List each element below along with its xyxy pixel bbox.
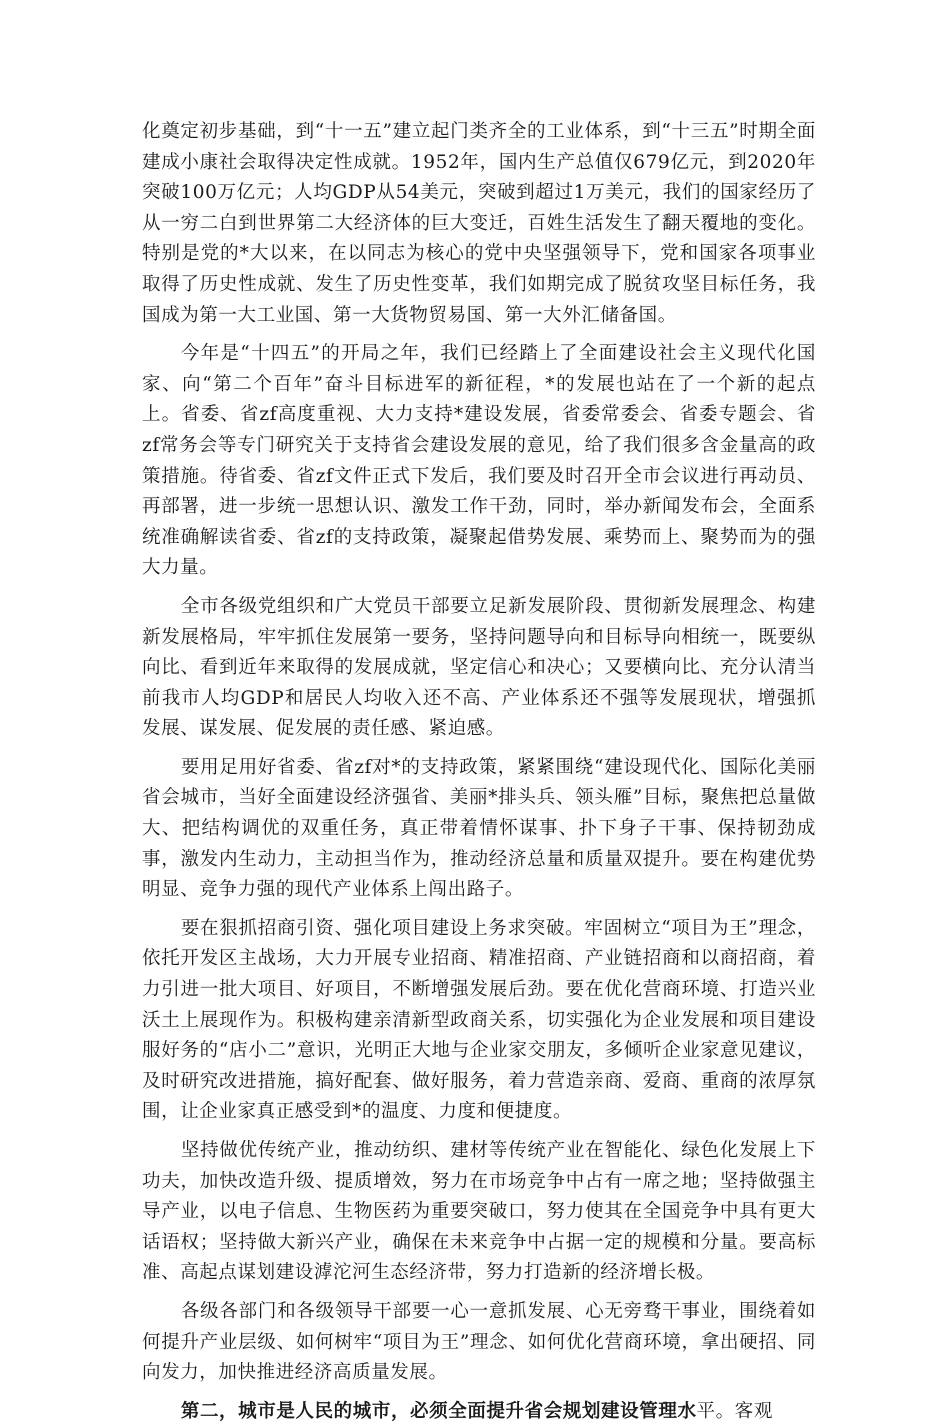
paragraph: 化奠定初步基础，到“十一五”建立起门类齐全的工业体系，到“十三五”时期全面建成小康社会取得决定性成就。1952年，国内生产总值仅679亿元，到2020年突破100万亿元；人均GDP从54美元，突破到超过1万美元，我们的国家经历了从一穷二白到世界第二大经济体的巨大变迁，百姓生活发生了翻天覆地的变化。特别是党的*大以来，在以同志为核心的党中央坚强领导下，党和国家各项事业取得了历史性成就、发生了历史性变革，我们如期完成了脱贫攻坚目标任务，我国成为第一大工业国、第一大货物贸易国、第一大外汇储备国。	[142, 121, 816, 326]
paragraph: 各级各部门和各级领导干部要一心一意抓发展、心无旁骛干事业，围绕着如何提升产业层级、如何树牢“项目为王”理念、如何优化营商环境，拿出硬招、同向发力，加快推进经济高质量发展。	[142, 1300, 816, 1384]
paragraph: 今年是“十四五”的开局之年，我们已经踏上了全面建设社会主义现代化国家、向“第二个百年”奋斗目标进军的新征程，*的发展也站在了一个新的起点上。省委、省zf高度重视、大力支持*建设发展，省委常委会、省委专题会、省zf常务会等专门研究关于支持省会建设发展的意见，给了我们很多含金量高的政策措施。待省委、省zf文件正式下发后，我们要及时召开全市会议进行再动员、再部署，进一步统一思想认识、激发工作干劲，同时，举办新闻发布会，全面系统准确解读省委、省zf的支持政策，凝聚起借势发展、乘势而上、聚势而为的强大力量。	[142, 343, 816, 579]
paragraph: 要用足用好省委、省zf对*的支持政策，紧紧围绕“建设现代化、国际化美丽省会城市，当好全面建设经济强省、美丽*排头兵、领头雁”目标，聚焦把总量做大、把结构调优的双重任务，真正带着情怀谋事、扑下身子干事、保持韧劲成事，激发内生动力，主动担当作为，推动经济总量和质量双提升。要在构建优势明显、竞争力强的现代产业体系上闯出路子。	[142, 756, 816, 901]
section-heading-paragraph	[142, 1397, 816, 1427]
section-heading-bold-text: 第二，城市是人民的城市，必须全面提升省会规划建设管理水	[180, 1400, 697, 1422]
document-body	[142, 117, 816, 1427]
paragraph: 要在狠抓招商引资、强化项目建设上务求突破。牢固树立“项目为王”理念，依托开发区主战场，大力开展专业招商、精准招商、产业链招商和以商招商，着力引进一批大项目、好项目，不断增强发展后劲。要在优化营商环境、打造兴业沃土上展现作为。积极构建亲清新型政商关系，切实强化为企业发展和项目建设服好务的“店小二”意识，光明正大地与企业家交朋友，多倾听企业家意见建议，及时研究改进措施，搞好配套、做好服务，着力营造亲商、爱商、重商的浓厚氛围，让企业家真正感受到*的温度、力度和便捷度。	[142, 917, 816, 1123]
paragraph: 坚持做优传统产业，推动纺织、建材等传统产业在智能化、绿色化发展上下功夫，加快改造升级、提质增效，努力在市场竞争中占有一席之地；坚持做强主导产业，以电子信息、生物医药为重要突破口，努力使其在全国竞争中具有更大话语权；坚持做大新兴产业，确保在未来竞争中占据一定的规模和分量。要高标准、高起点谋划建设滹沱河生态经济带，努力打造新的经济增长极。	[142, 1140, 816, 1284]
section-heading-continuation-text: 平。客观	[696, 1400, 773, 1422]
paragraph: 全市各级党组织和广大党员干部要立足新发展阶段、贯彻新发展理念、构建新发展格局，牢牢抓住发展第一要务，坚持问题导向和目标导向相统一，既要纵向比、看到近年来取得的发展成就，坚定信心和决心；又要横向比、充分认清当前我市人均GDP和居民人均收入还不高、产业体系还不强等发展现状，增强抓发展、谋发展、促发展的责任感、紧迫感。	[142, 595, 816, 740]
